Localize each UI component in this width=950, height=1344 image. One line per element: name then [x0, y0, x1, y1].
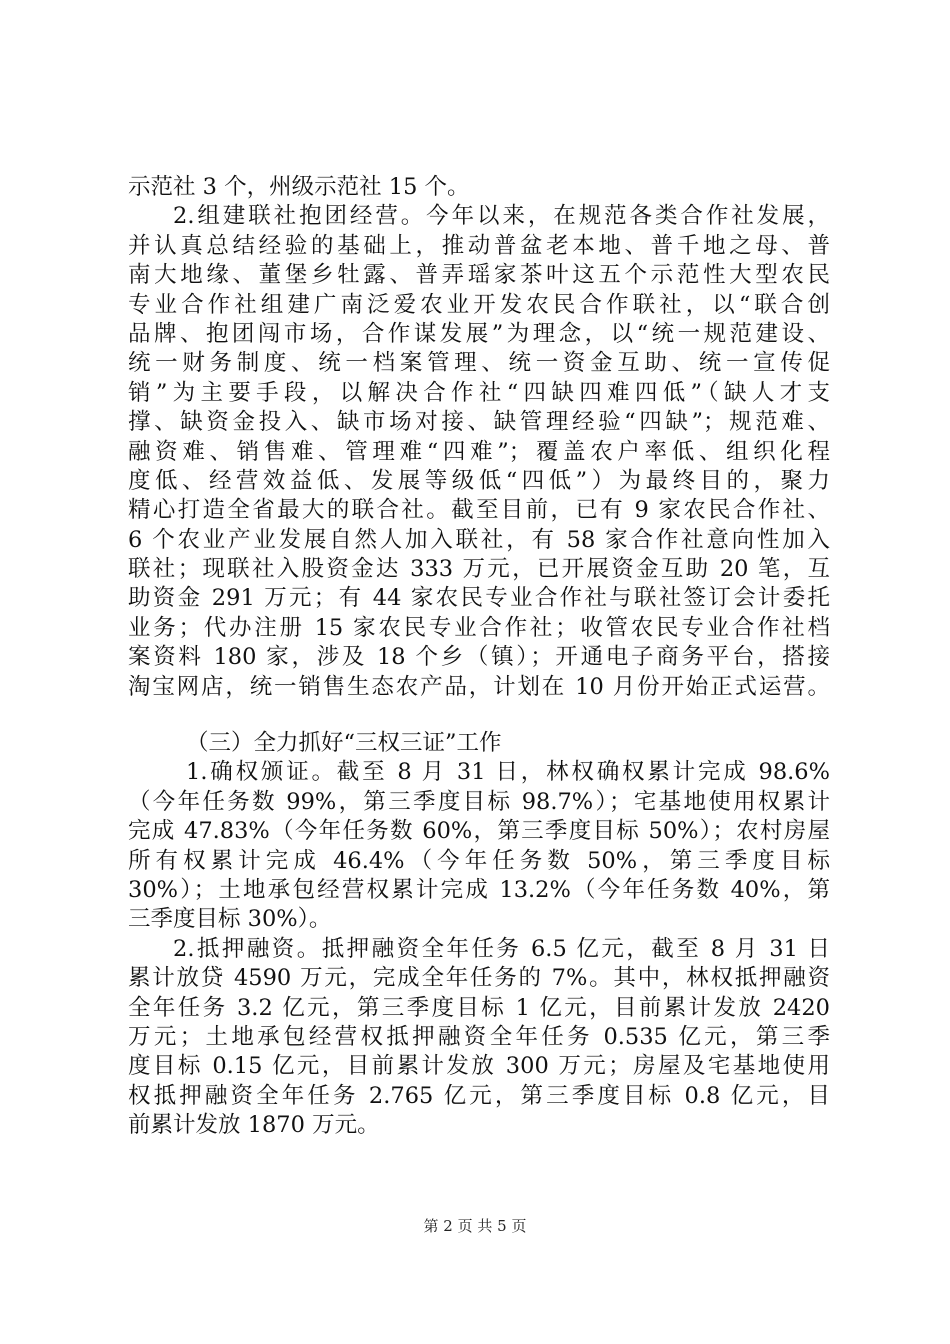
- text-line: 销”为主要手段，以解决合作社“四缺四难四低”（缺人才支: [128, 379, 830, 406]
- text-line: 并认真总结经验的基础上，推动普盆老本地、普千地之母、普: [128, 232, 830, 259]
- text-line: 全年任务 3.2 亿元，第三季度目标 1 亿元，目前累计发放 2420: [128, 994, 830, 1021]
- text-line: 示范社 3 个，州级示范社 15 个。: [128, 174, 470, 200]
- section-heading: （三）全力抓好“三权三证”工作: [186, 730, 502, 757]
- text-line: 前累计发放 1870 万元。: [128, 1112, 380, 1139]
- paragraph-start-line: 2.抵押融资。抵押融资全年任务 6.5 亿元，截至 8 月 31 日: [173, 935, 830, 962]
- page-number-footer: 第 2 页 共 5 页: [423, 1217, 527, 1235]
- text-line: 所有权累计完成 46.4%（今年任务数 50%，第三季度目标: [128, 847, 830, 874]
- text-line: 业务；代办注册 15 家农民专业合作社；收管农民专业合作社档: [128, 614, 830, 641]
- text-line: 度目标 0.15 亿元，目前累计发放 300 万元；房屋及宅基地使用: [128, 1053, 830, 1080]
- document-body: [128, 173, 830, 1141]
- text-line: 南大地缘、董堡乡牡露、普弄瑶家茶叶这五个示范性大型农民: [128, 262, 830, 289]
- text-line: 统一财务制度、统一档案管理、统一资金互助、统一宣传促: [128, 350, 830, 377]
- text-line: 权抵押融资全年任务 2.765 亿元，第三季度目标 0.8 亿元，目: [128, 1082, 830, 1109]
- text-line: 30%）；土地承包经营权累计完成 13.2%（今年任务数 40%，第: [128, 876, 830, 903]
- text-line: 三季度目标 30%）。: [128, 906, 332, 933]
- text-line: 6 个农业产业发展自然人加入联社，有 58 家合作社意向性加入: [128, 526, 830, 553]
- text-line: 淘宝网店，统一销售生态农产品，计划在 10 月份开始正式运营。: [128, 673, 830, 700]
- paragraph-start-line: 2.组建联社抱团经营。今年以来，在规范各类合作社发展，: [173, 203, 830, 230]
- text-line: 撑、缺资金投入、缺市场对接、缺管理经验“四缺”；规范难、: [128, 409, 830, 436]
- text-line: 精心打造全省最大的联合社。截至目前，已有 9 家农民合作社、: [128, 497, 830, 524]
- text-line: 度低、经营效益低、发展等级低“四低”）为最终目的，聚力: [128, 467, 830, 494]
- text-line: 联社；现联社入股资金达 333 万元，已开展资金互助 20 笔，互: [128, 556, 830, 583]
- text-line: 品牌、抱团闯市场，合作谋发展”为理念，以“统一规范建设、: [128, 320, 830, 347]
- text-line: 案资料 180 家，涉及 18 个乡（镇）；开通电子商务平台，搭接: [128, 644, 830, 671]
- paragraph-start-line: 1.确权颁证。截至 8 月 31 日，林权确权累计完成 98.6%: [186, 759, 830, 786]
- text-line: 万元；土地承包经营权抵押融资全年任务 0.535 亿元，第三季: [128, 1023, 830, 1050]
- text-line: 融资难、销售难、管理难“四难”；覆盖农户率低、组织化程: [128, 438, 830, 465]
- text-line: 专业合作社组建广南泛爱农业开发农民合作联社，以“联合创: [128, 291, 830, 318]
- text-line: （今年任务数 99%，第三季度目标 98.7%）；宅基地使用权累计: [128, 788, 830, 815]
- section-spacer: [128, 702, 830, 729]
- text-line: 完成 47.83%（今年任务数 60%，第三季度目标 50%）；农村房屋: [128, 818, 830, 845]
- text-line: 累计放贷 4590 万元，完成全年任务的 7%。其中，林权抵押融资: [128, 965, 830, 992]
- text-line: 助资金 291 万元；有 44 家农民专业合作社与联社签订会计委托: [128, 585, 830, 612]
